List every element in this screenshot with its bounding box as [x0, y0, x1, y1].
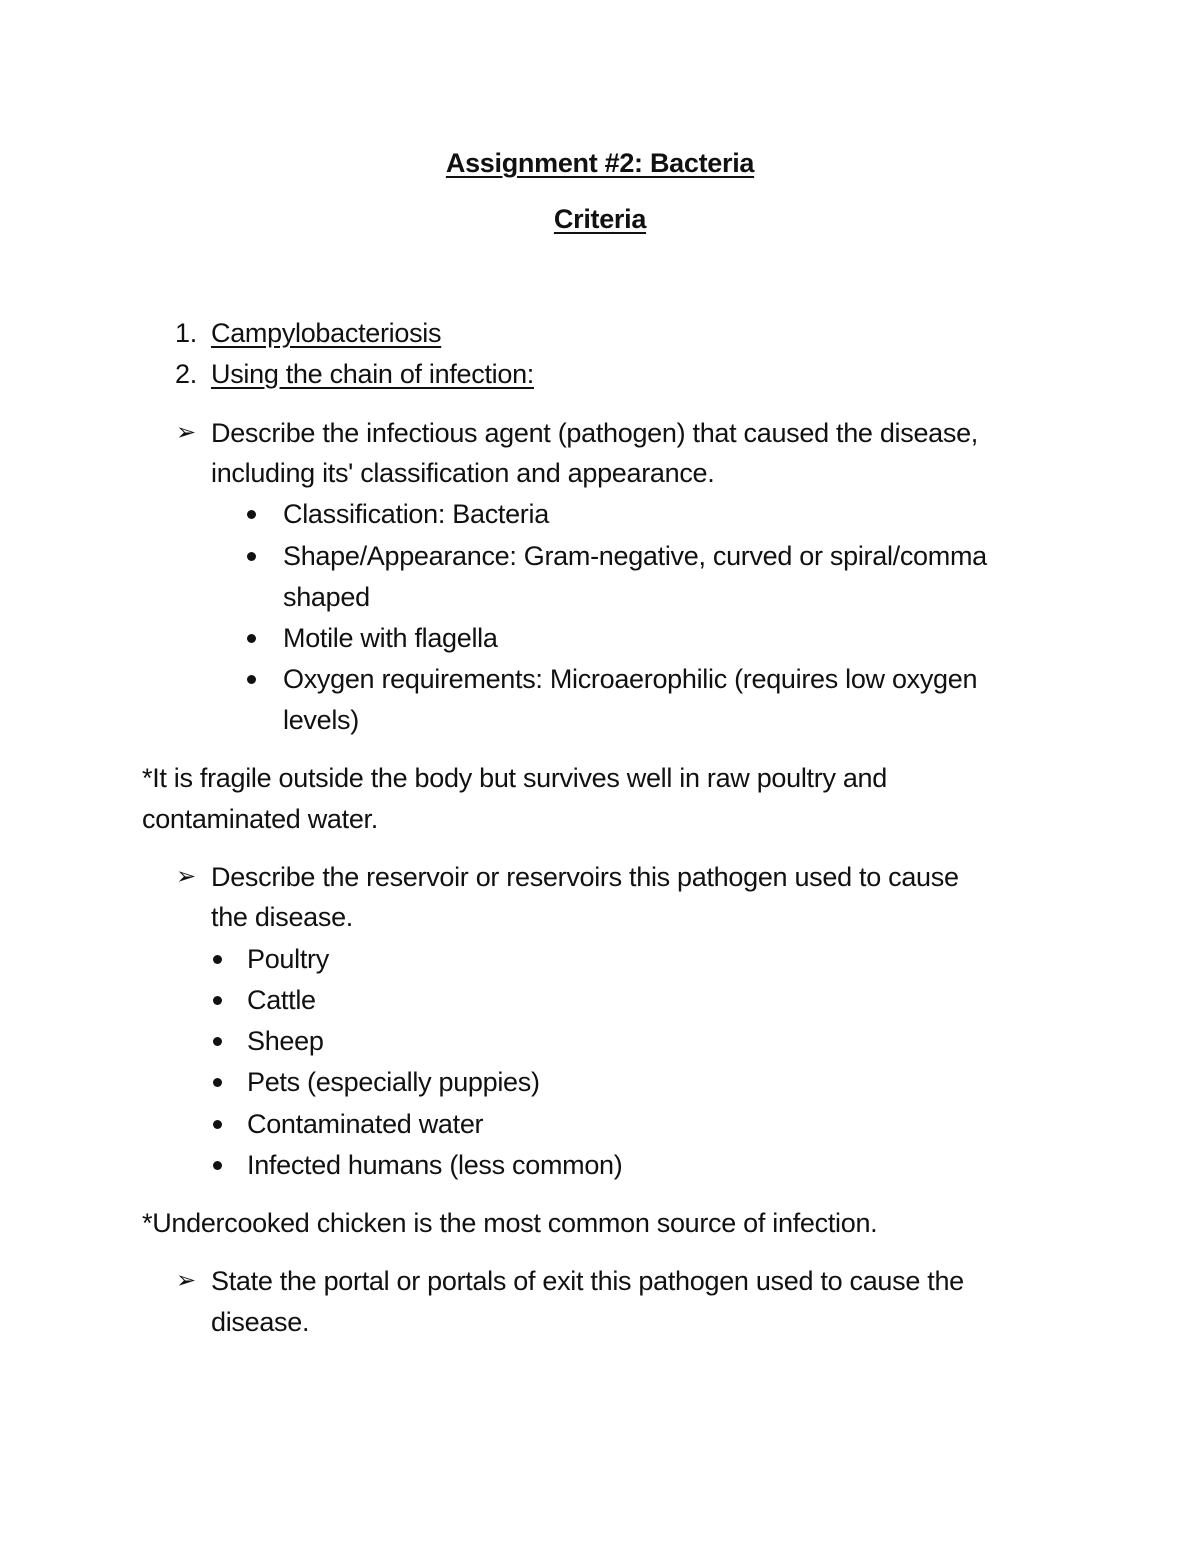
list-item: Poultry: [247, 944, 329, 974]
arrow-bullet-icon: ➢: [176, 1267, 197, 1294]
round-bullet-icon: [213, 955, 222, 964]
arrow-bullet-icon: ➢: [176, 863, 197, 890]
round-bullet-icon: [213, 1161, 222, 1170]
list-item: Sheep: [247, 1026, 324, 1056]
note-text: *It is fragile outside the body but survives well in raw poultry and: [142, 763, 887, 793]
round-bullet-icon: [213, 1078, 222, 1087]
list-item: Classification: Bacteria: [283, 499, 549, 529]
round-bullet-icon: [213, 996, 222, 1005]
round-bullet-icon: [247, 552, 256, 561]
list-item: Shape/Appearance: Gram-negative, curved or spiral/comma: [283, 541, 987, 571]
list-item: Pets (especially puppies): [247, 1067, 540, 1097]
note-text: *Undercooked chicken is the most common source of infection.: [142, 1208, 878, 1238]
list-item: Oxygen requirements: Microaerophilic (requires low oxygen: [283, 664, 978, 694]
section-prompt: the disease.: [211, 902, 353, 932]
list-item: Motile with flagella: [283, 623, 498, 653]
numbered-item-chain: Using the chain of infection:: [211, 359, 534, 389]
section-prompt: Describe the reservoir or reservoirs this pathogen used to cause: [211, 862, 959, 892]
section-prompt: State the portal or portals of exit this pathogen used to cause the: [211, 1266, 964, 1296]
document-subtitle: Criteria: [553, 204, 647, 234]
section-prompt: disease.: [211, 1307, 310, 1337]
section-prompt: Describe the infectious agent (pathogen) that caused the disease,: [211, 418, 979, 448]
section-prompt: including its' classification and appearance.: [211, 458, 715, 488]
round-bullet-icon: [247, 510, 256, 519]
note-text: contaminated water.: [142, 804, 378, 834]
arrow-bullet-icon: ➢: [176, 419, 197, 446]
round-bullet-icon: [213, 1037, 222, 1046]
list-item-continued: levels): [283, 705, 359, 735]
round-bullet-icon: [213, 1120, 222, 1129]
list-item-continued: shaped: [283, 582, 370, 612]
document-title: Assignment #2: Bacteria: [445, 148, 755, 178]
list-item: Cattle: [247, 985, 316, 1015]
round-bullet-icon: [247, 675, 256, 684]
round-bullet-icon: [247, 634, 256, 643]
list-item: Infected humans (less common): [247, 1150, 623, 1180]
numbered-item-disease: Campylobacteriosis: [211, 318, 442, 348]
list-number: 1.: [175, 318, 197, 348]
list-item: Contaminated water: [247, 1109, 484, 1139]
list-number: 2.: [175, 359, 197, 389]
